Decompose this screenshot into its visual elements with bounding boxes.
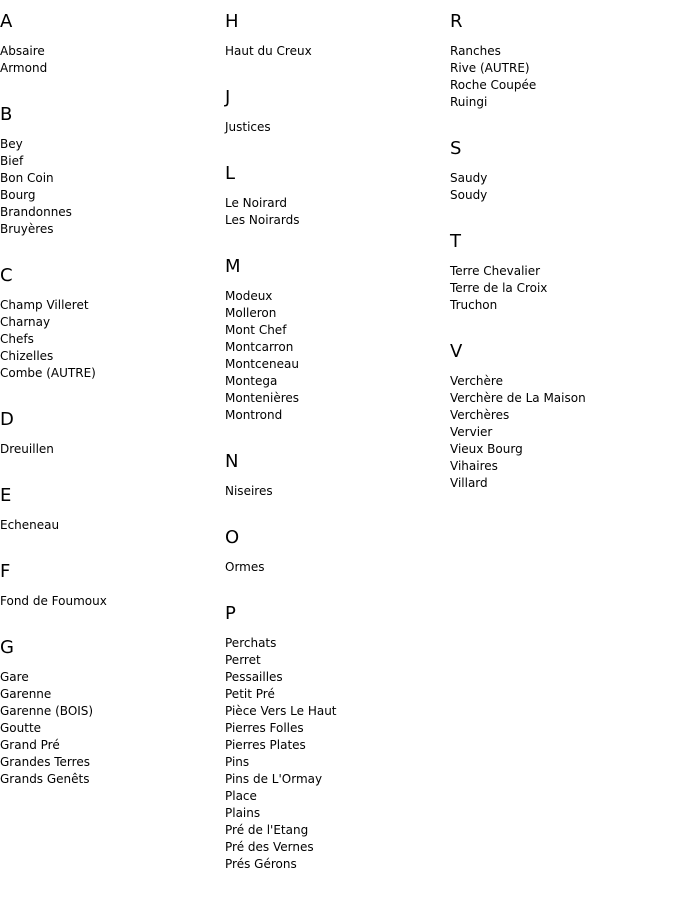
place-name-item: Saudy [450,171,488,185]
place-list [0,517,225,534]
letter-heading: H [225,11,239,32]
place-name-item: Pins [225,755,250,769]
letter-group-g [0,636,225,788]
place-list [450,263,675,314]
place-name-item: Bourg [0,188,36,202]
place-name-item: Absaire [0,44,45,58]
letter-heading: M [225,256,241,277]
place-name-item: Armond [0,61,48,75]
letter-heading: V [450,341,463,362]
letter-heading: N [225,451,239,472]
letter-heading: O [225,527,240,548]
place-name-item: Perret [225,653,261,667]
letter-group-v [450,340,675,492]
place-list [450,170,675,204]
place-name-item: Truchon [450,298,498,312]
place-name-item: Pré de l'Etang [225,823,309,837]
letter-heading: S [450,138,462,159]
place-name-item: Prés Gérons [225,857,297,871]
letter-heading: R [450,11,463,32]
letter-group-b [0,103,225,238]
place-name-item: Roche Coupée [450,78,537,92]
place-list [0,669,225,788]
place-name-item: Montcarron [225,340,294,354]
letter-group-c [0,264,225,382]
place-name-item: Pierres Plates [225,738,306,752]
letter-group-r [450,10,675,111]
letter-heading: E [0,485,12,506]
letter-group-o [225,526,450,576]
place-list [225,559,450,576]
letter-heading: A [0,11,13,32]
place-list [450,373,675,492]
letter-group-p [225,602,450,873]
place-name-item: Charnay [0,315,51,329]
letter-heading: T [450,231,461,252]
letter-heading: G [0,637,14,658]
letter-group-t [450,230,675,314]
place-name-item: Ranches [450,44,501,58]
place-name-item: Combe (AUTRE) [0,366,96,380]
place-name-item: Verchère de La Maison [450,391,586,405]
letter-group-j [225,86,450,136]
place-name-item: Bruyères [0,222,54,236]
letter-heading: L [225,163,236,184]
place-name-item: Pièce Vers Le Haut [225,704,337,718]
place-name-item: Mont Chef [225,323,287,337]
place-name-item: Terre de la Croix [450,281,548,295]
place-name-item: Grands Genêts [0,772,90,786]
letter-group-m [225,255,450,424]
place-name-item: Haut du Creux [225,44,312,58]
index-column-3 [450,10,675,518]
place-name-item: Vihaires [450,459,498,473]
place-list [0,136,225,238]
place-name-item: Ruingi [450,95,488,109]
letter-group-l [225,162,450,229]
place-name-item: Garenne (BOIS) [0,704,94,718]
place-name-item: Rive (AUTRE) [450,61,530,75]
place-name-item: Justices [225,120,271,134]
place-name-item: Echeneau [0,518,60,532]
place-name-item: Pins de L'Ormay [225,772,323,786]
place-name-item: Molleron [225,306,277,320]
place-name-item: Soudy [450,188,488,202]
letter-group-n [225,450,450,500]
place-name-item: Champ Villeret [0,298,89,312]
place-name-item: Grandes Terres [0,755,90,769]
place-name-item: Garenne [0,687,52,701]
place-name-item: Chefs [0,332,34,346]
place-name-item: Place [225,789,257,803]
place-name-item: Verchère [450,374,503,388]
place-name-item: Bey [0,137,23,151]
letter-heading: P [225,603,236,624]
letter-group-s [450,137,675,204]
place-name-item: Pré des Vernes [225,840,314,854]
letter-group-d [0,408,225,458]
place-list [0,43,225,77]
place-list [0,441,225,458]
letter-group-f [0,560,225,610]
place-name-item: Montceneau [225,357,299,371]
letter-group-e [0,484,225,534]
place-name-item: Le Noirard [225,196,287,210]
place-name-item: Bief [0,154,24,168]
place-list [225,483,450,500]
index-column-1 [0,10,225,814]
letter-group-a [0,10,225,77]
place-name-item: Dreuillen [0,442,54,456]
place-list [0,297,225,382]
place-name-item: Montega [225,374,278,388]
place-list [225,288,450,424]
place-name-item: Gare [0,670,29,684]
place-name-item: Modeux [225,289,273,303]
place-name-item: Niseires [225,484,273,498]
place-name-item: Petit Pré [225,687,275,701]
place-name-item: Vervier [450,425,493,439]
place-name-item: Perchats [225,636,277,650]
place-name-item: Goutte [0,721,42,735]
letter-heading: C [0,265,13,286]
place-name-item: Bon Coin [0,171,54,185]
place-name-item: Brandonnes [0,205,72,219]
index-column-2 [225,10,450,899]
place-list [225,119,450,136]
place-name-item: Montrond [225,408,283,422]
place-list [225,635,450,873]
place-list [225,43,450,60]
letter-group-h [225,10,450,60]
letter-heading: F [0,561,11,582]
letter-heading: J [225,87,231,108]
letter-heading: B [0,104,13,125]
letter-heading: D [0,409,14,430]
place-name-item: Fond de Foumoux [0,594,107,608]
place-list [225,195,450,229]
place-name-item: Pierres Folles [225,721,304,735]
place-name-item: Ormes [225,560,265,574]
place-name-item: Terre Chevalier [450,264,541,278]
place-name-item: Chizelles [0,349,54,363]
place-name-item: Plains [225,806,261,820]
place-list [0,593,225,610]
place-name-item: Pessailles [225,670,283,684]
place-name-item: Verchères [450,408,510,422]
place-list [450,43,675,111]
place-name-item: Villard [450,476,488,490]
place-name-item: Vieux Bourg [450,442,523,456]
place-name-item: Les Noirards [225,213,300,227]
place-name-item: Grand Pré [0,738,60,752]
place-name-item: Montenières [225,391,300,405]
